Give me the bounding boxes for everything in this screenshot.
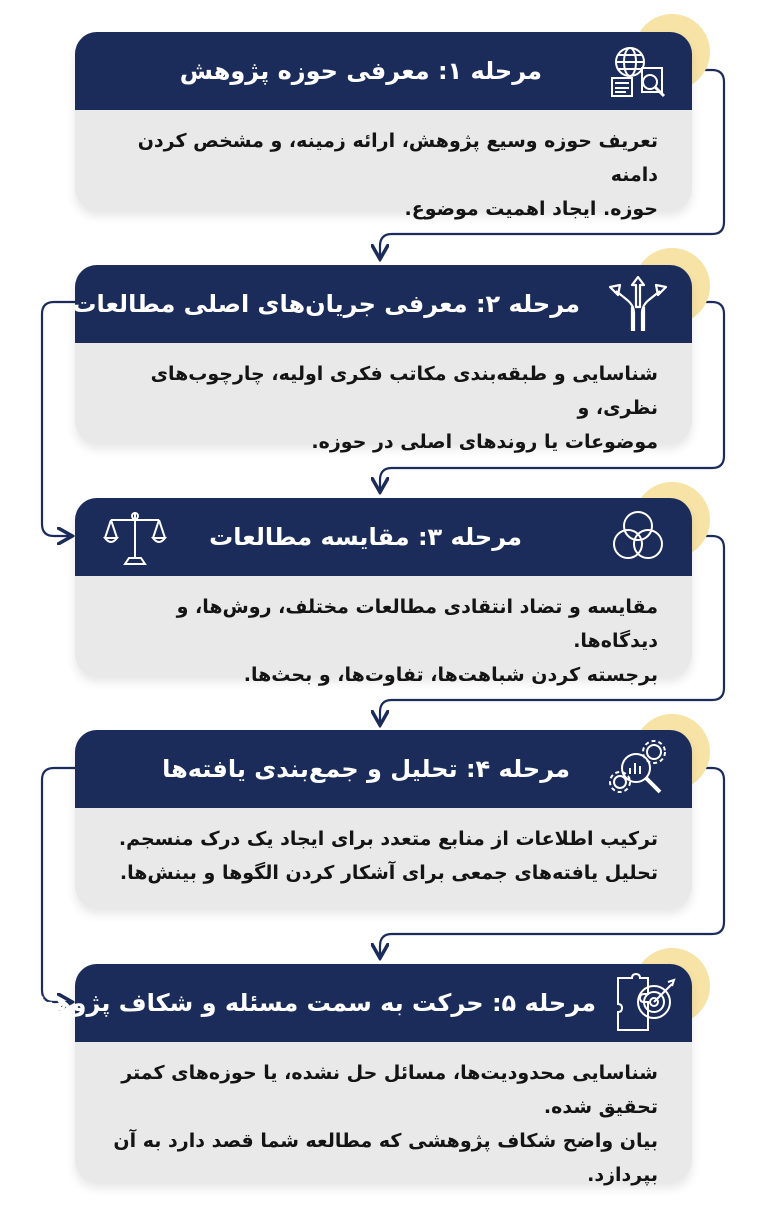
description-line: موضوعات یا روندهای اصلی در حوزه. (311, 431, 658, 453)
stage-title: مرحله ۳: مقایسه مطالعات (209, 523, 522, 551)
description-line: تحقیق شده. (543, 1096, 658, 1118)
description-line: مقایسه و تضاد انتقادی مطالعات مختلف، روش‌ها، و دیدگاه‌ها. (176, 596, 658, 652)
balance-scale-icon (103, 506, 167, 568)
stage-header (6, 964, 692, 1042)
stage-title: مرحله ۱: معرفی حوزه پژوهش (179, 57, 542, 85)
stage-title: مرحله ۲: معرفی جریان‌های اصلی مطالعات (72, 290, 580, 318)
stage-description (75, 343, 692, 459)
description-line: حوزه. ایجاد اهمیت موضوع. (404, 198, 658, 220)
description-line: بیان واضح شکاف پژوهشی که مطالعه شما قصد دارد به آن بپردازد. (113, 1130, 658, 1186)
stage-description (75, 110, 692, 226)
gear-magnifier-chart-icon (606, 738, 670, 800)
stage-description (75, 1042, 692, 1192)
stage-description (75, 808, 692, 890)
description-line: شناسایی محدودیت‌ها، مسائل حل نشده، یا حوزه‌های کمتر (121, 1062, 658, 1084)
stage-header (75, 730, 692, 808)
venn-diagram-icon (606, 506, 670, 568)
stage-title: مرحله ۵: حرکت به سمت مسئله و شکاف پژوهشی (6, 989, 596, 1017)
description-line: تحلیل یافته‌های جمعی برای آشکار کردن الگوها و بینش‌ها. (119, 862, 658, 884)
connector-2-3 (42, 302, 75, 536)
stage-title: مرحله ۴: تحلیل و جمع‌بندی یافته‌ها (162, 755, 570, 783)
stage-card-5 (6, 964, 692, 1186)
stage-header (75, 32, 692, 110)
description-line: شناسایی و طبقه‌بندی مکاتب فکری اولیه، چارچوب‌های نظری، و (150, 363, 658, 419)
stage-description (75, 576, 692, 692)
stage-card-3 (75, 498, 692, 686)
description-line: تعریف حوزه وسیع پژوهش، ارائه زمینه، و مشخص کردن دامنه (137, 130, 658, 186)
stage-card-2 (72, 265, 692, 453)
stage-card-4 (75, 730, 692, 908)
description-line: ترکیب اطلاعات از منابع متعدد برای ایجاد یک درک منسجم. (118, 828, 658, 850)
description-line: برجسته کردن شباهت‌ها، تفاوت‌ها، و بحث‌ها. (243, 664, 658, 686)
stage-card-1 (75, 32, 692, 220)
globe-document-search-icon (606, 40, 670, 102)
branching-arrows-icon (606, 273, 670, 335)
stage-header (75, 498, 692, 576)
stage-header (72, 265, 692, 343)
puzzle-target-icon (614, 972, 678, 1034)
